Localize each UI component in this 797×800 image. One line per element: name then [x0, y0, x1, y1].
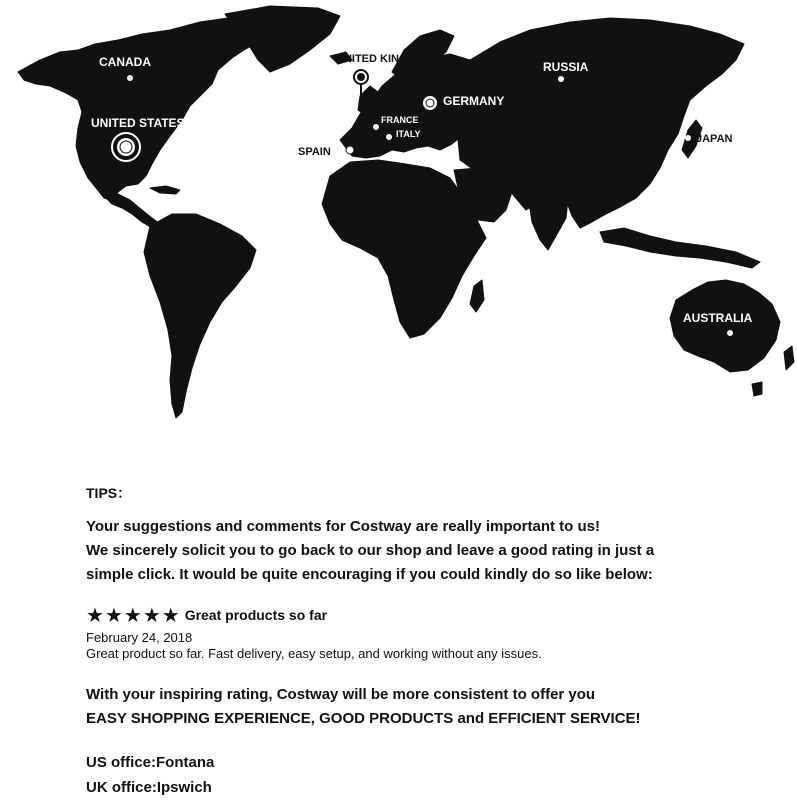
tasmania [752, 382, 762, 396]
tips-heading: TIPS： [86, 485, 132, 501]
united-states-label: UNITED STATES [91, 116, 185, 130]
russia-label: RUSSIA [543, 60, 589, 74]
sample-review [86, 604, 786, 662]
tips-line-2: We sincerely solicit you to go back to our shop and leave a good rating in just a [86, 542, 655, 559]
caribbean [150, 186, 180, 194]
italy-label: ITALY [396, 129, 421, 139]
review-title: Great products so far [184, 607, 328, 623]
russia-marker [558, 76, 564, 82]
uk-office: UK office:Ipswich [86, 779, 212, 796]
review-header [86, 604, 786, 626]
star-icon: ★ [142, 603, 161, 627]
italy-marker [386, 134, 392, 140]
spain-marker [346, 146, 354, 154]
central-america [104, 194, 160, 228]
us-office: US office:Fontana [86, 754, 215, 771]
star-icon: ★ [161, 603, 180, 627]
new-zealand [784, 346, 794, 370]
review-body: Great product so far. Fast delivery, easy setup, and working without any issues. [86, 646, 542, 661]
germany-label: GERMANY [443, 94, 505, 108]
star-icon: ★ [104, 603, 123, 627]
closing-message [86, 683, 786, 731]
tips-line-3: simple click. It would be quite encouraging if you could kindly do so like below: [86, 566, 653, 583]
southeast-asia-islands [600, 228, 760, 268]
north-america [18, 18, 262, 200]
canada-marker [127, 75, 133, 81]
star-icon: ★ [86, 603, 104, 627]
tips-line-1: Your suggestions and comments for Costway are really important to us! [86, 518, 600, 535]
australia-label: AUSTRALIA [683, 311, 753, 325]
canada-label: CANADA [99, 55, 151, 69]
france-label: FRANCE [381, 115, 419, 125]
star-rating [86, 605, 181, 625]
tips-message [86, 515, 786, 587]
spain-label: SPAIN [298, 146, 331, 158]
india [528, 192, 568, 250]
closing-line-2: EASY SHOPPING EXPERIENCE, GOOD PRODUCTS and EFFICIENT SERVICE! [86, 710, 641, 727]
australia [670, 280, 780, 372]
madagascar [470, 280, 484, 312]
france-marker [373, 124, 379, 130]
office-locations [86, 750, 786, 800]
star-icon: ★ [123, 603, 142, 627]
japan-marker [685, 135, 691, 141]
south-america [144, 214, 256, 418]
review-date: February 24, 2018 [86, 630, 193, 645]
germany-marker [423, 96, 437, 110]
united-kingdom-label: UNITED KINGDOM [336, 53, 434, 65]
japan-label: JAPAN [696, 133, 733, 145]
australia-marker [727, 330, 733, 336]
closing-line-1: With your inspiring rating, Costway will be more consistent to offer you [86, 686, 596, 703]
